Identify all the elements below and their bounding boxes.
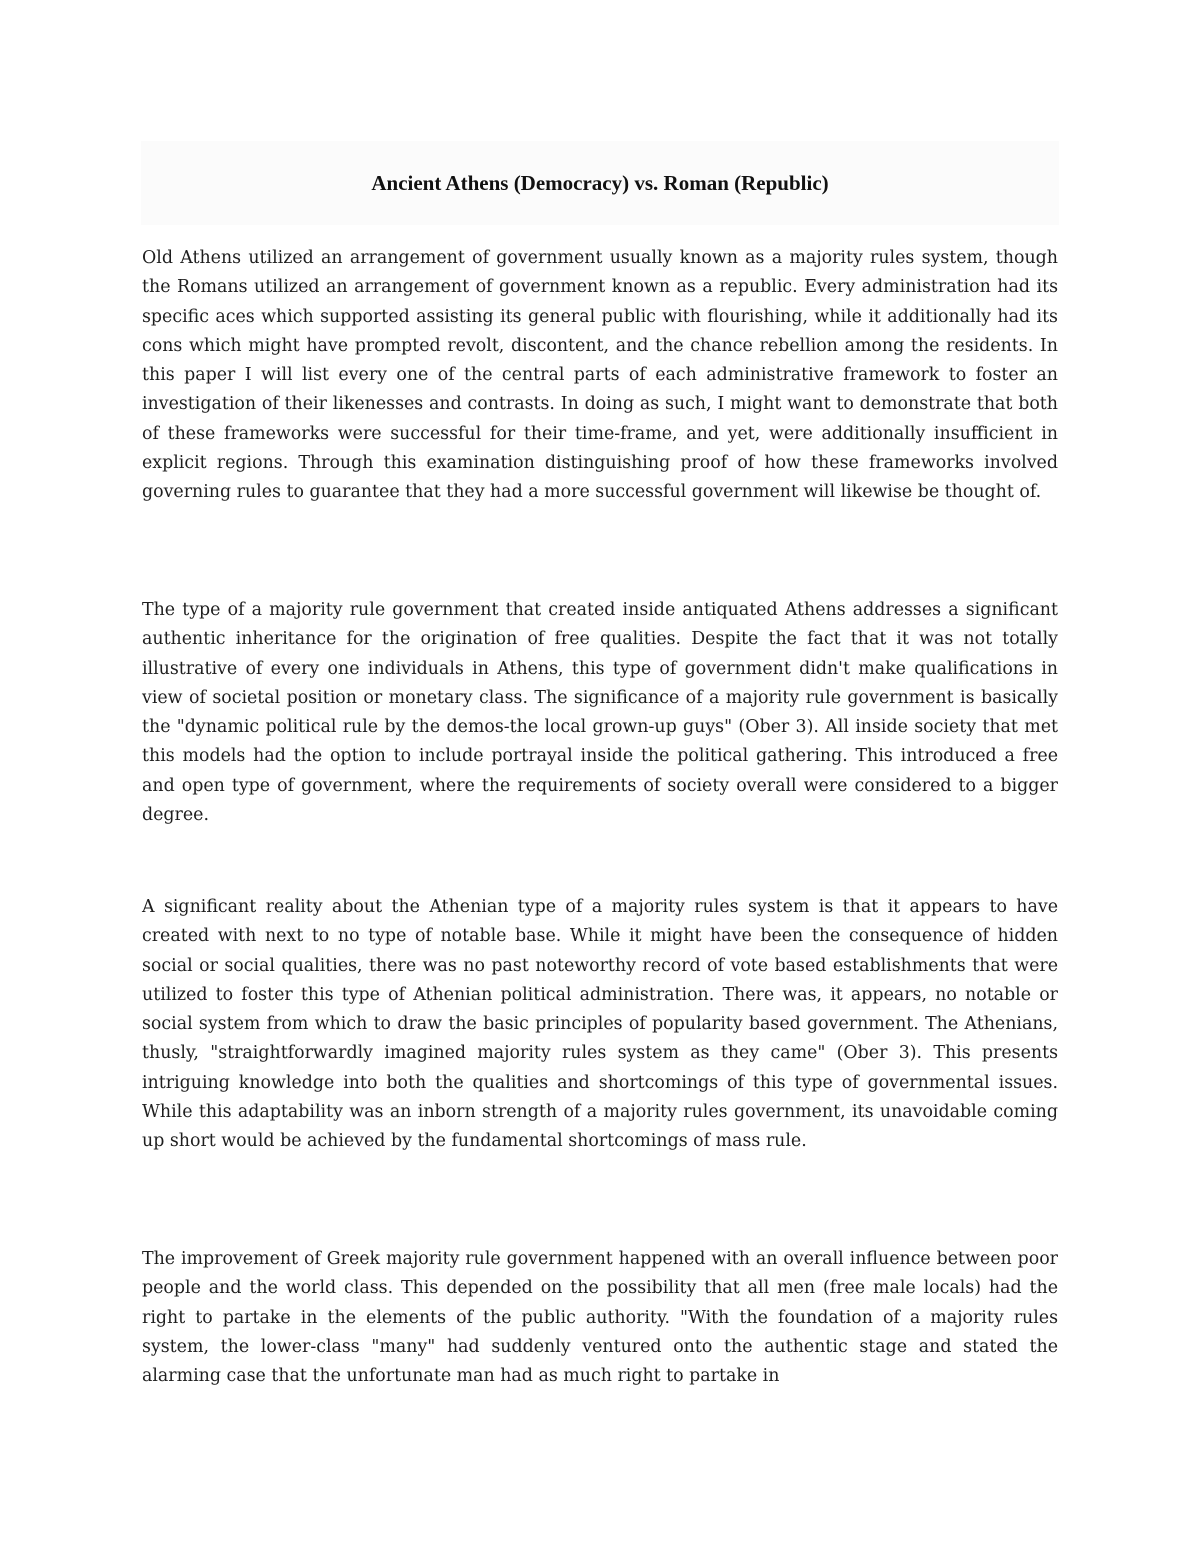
paragraph-3: A significant reality about the Athenian type of a majority rules system is that it appears to have created with next to no type of notable base. While it might have been the consequence of hidden social or social qualities, there was no past noteworthy record of vote based establishments that were utilized to foster this type of Athenian political administration. There was, it appears, no notable or social system from which to draw the basic principles of popularity based government. The Athenians, thusly, "straightforwardly imagined majority rules system as they came" (Ober 3). This presents intriguing knowledge into both the qualities and shortcomings of this type of governmental issues. While this adaptability was an inborn strength of a majority rules government, its unavoidable coming up short would be achieved by the fundamental shortcomings of mass rule.: [142, 897, 1058, 1152]
paragraph-2: The type of a majority rule government that created inside antiquated Athens addresses a significant authentic inheritance for the origination of free qualities. Despite the fact that it was not totally illustrative of every one individuals in Athens, this type of government didn't make qualifications in view of societal position or monetary class. The significance of a majority rule government is basically the "dynamic political rule by the demos-the local grown-up guys" (Ober 3). All inside society that met this models had the option to include portrayal inside the political gathering. This introduced a free and open type of government, where the requirements of society overall were considered to a bigger degree.: [142, 600, 1058, 826]
paragraph-4: The improvement of Greek majority rule government happened with an overall influence between poor people and the world class. This depended on the possibility that all men (free male locals) had the right to partake in the elements of the public authority. "With the foundation of a majority rules system, the lower-class "many" had suddenly ventured onto the authentic stage and stated the alarming case that the unfortunate man had as much right to partake in: [142, 1249, 1058, 1387]
paragraph-1: Old Athens utilized an arrangement of government usually known as a majority rules system, though the Romans utilized an arrangement of government known as a republic. Every administration had its specific aces which supported assisting its general public with flourishing, while it additionally had its cons which might have prompted revolt, discontent, and the chance rebellion among the residents. In this paper I will list every one of the central parts of each administrative framework to foster an investigation of their likenesses and contrasts. In doing as such, I might want to demonstrate that both of these frameworks were successful for their time-frame, and yet, were additionally insufficient in explicit regions. Through this examination distinguishing proof of how these frameworks involved governing rules to guarantee that they had a more successful government will likewise be thought of.: [142, 248, 1058, 503]
document-title: Ancient Athens (Democracy) vs. Roman (Republic): [371, 171, 829, 195]
